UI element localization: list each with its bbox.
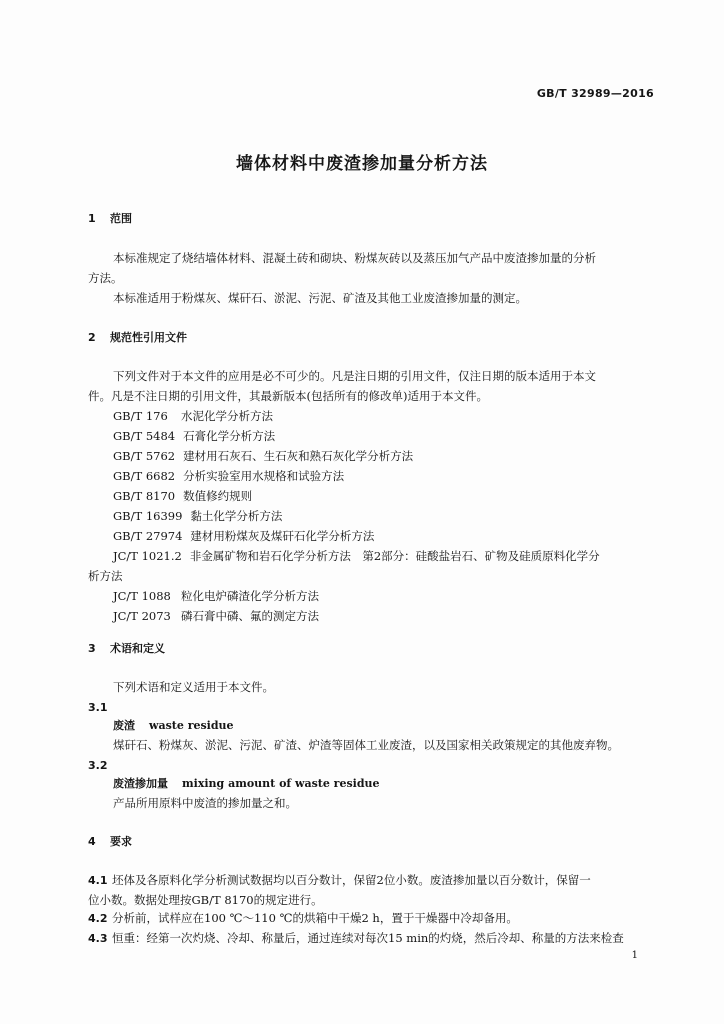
reference-code: JC/T 1021.2 xyxy=(113,549,182,563)
term-definition: 产品所用原料中废渣的掺加量之和。 xyxy=(113,796,297,810)
section-title: 要求 xyxy=(110,835,132,848)
term-chinese: 废渣掺加量 xyxy=(113,777,168,790)
clause-number: 4.3 xyxy=(88,932,108,945)
reference-code: GB/T 176 xyxy=(113,409,168,423)
section-title: 术语和定义 xyxy=(110,642,165,655)
reference-title: 建材用石灰石、生石灰和熟石灰化学分析方法 xyxy=(183,449,414,463)
section-number: 3 xyxy=(88,642,96,655)
reference-code: GB/T 27974 xyxy=(113,529,183,543)
reference-code: GB/T 5484 xyxy=(113,429,176,443)
reference-item xyxy=(113,509,282,524)
clause-number: 4.1 xyxy=(88,874,108,887)
section-2-heading xyxy=(88,330,187,345)
section-number: 1 xyxy=(88,212,96,225)
term-heading xyxy=(113,718,234,733)
section-3-heading xyxy=(88,641,165,656)
scope-paragraph-1-line-2: 方法。 xyxy=(88,271,123,285)
term-english: waste residue xyxy=(149,719,234,732)
reference-title: 析方法 xyxy=(88,569,123,583)
reference-title: 水泥化学分析方法 xyxy=(181,409,273,423)
reference-item xyxy=(113,589,319,604)
reference-item xyxy=(113,449,413,464)
section-title: 规范性引用文件 xyxy=(110,331,187,344)
scope-paragraph-1-line-1: 本标准规定了烧结墙体材料、混凝土砖和砌块、粉煤灰砖以及蒸压加气产品中废渣掺加量的分析 xyxy=(113,251,596,265)
reference-item xyxy=(113,469,344,484)
scope-paragraph-2: 本标准适用于粉煤灰、煤矸石、淤泥、污泥、矿渣及其他工业废渣掺加量的测定。 xyxy=(113,291,527,305)
reference-title: 分析实验室用水规格和试验方法 xyxy=(183,469,345,483)
section-title: 范围 xyxy=(110,212,132,225)
reference-item-continuation xyxy=(88,569,123,584)
clause-text: 恒重：经第一次灼烧、冷却、称量后，通过连续对每次15 min的灼烧，然后冷却、称量的方法来检查 xyxy=(112,931,624,945)
standard-number: GB/T 32989—2016 xyxy=(536,87,654,100)
reference-item xyxy=(113,549,600,564)
section-number: 4 xyxy=(88,835,96,848)
page-number: 1 xyxy=(631,950,638,961)
clause-number: 4.2 xyxy=(88,912,108,925)
clause-4-3 xyxy=(88,931,624,946)
reference-item xyxy=(113,409,273,424)
clause-4-2 xyxy=(88,911,518,926)
reference-title: 数值修约规则 xyxy=(183,489,253,503)
clause-4-1-line-1 xyxy=(88,873,591,888)
reference-code: JC/T 2073 xyxy=(113,609,171,623)
reference-title: 建材用粉煤灰及煤矸石化学分析方法 xyxy=(190,529,375,543)
reference-item xyxy=(113,429,275,444)
reference-title: 非金属矿物和岩石化学分析方法 第2部分：硅酸盐岩石、矿物及硅质原料化学分 xyxy=(189,549,600,563)
reference-code: GB/T 6682 xyxy=(113,469,176,483)
term-number: 3.1 xyxy=(88,701,108,714)
term-english: mixing amount of waste residue xyxy=(182,777,380,790)
reference-item xyxy=(113,609,319,624)
reference-title: 磷石膏中磷、氟的测定方法 xyxy=(181,609,319,623)
reference-title: 石膏化学分析方法 xyxy=(183,429,276,443)
section-4-heading xyxy=(88,834,132,849)
term-number: 3.2 xyxy=(88,759,108,772)
clause-text: 坯体及各原料化学分析测试数据均以百分数计，保留2位小数。废渣掺加量以百分数计，保留一 xyxy=(112,873,591,887)
clause-4-1-line-2: 位小数。数据处理按GB/T 8170的规定进行。 xyxy=(88,893,323,907)
reference-code: GB/T 16399 xyxy=(113,509,183,523)
term-definition: 煤矸石、粉煤灰、淤泥、污泥、矿渣、炉渣等固体工业废渣，以及国家相关政策规定的其他废弃物。 xyxy=(113,738,619,752)
document-title: 墙体材料中废渣掺加量分析方法 xyxy=(236,154,488,174)
reference-code: GB/T 8170 xyxy=(113,489,176,503)
references-intro-line-1: 下列文件对于本文件的应用是必不可少的。凡是注日期的引用文件，仅注日期的版本适用于本文 xyxy=(113,369,596,383)
clause-text: 分析前，试样应在100 ℃～110 ℃的烘箱中干燥2 h，置于干燥器中冷却备用。 xyxy=(112,911,518,925)
section-1-heading xyxy=(88,211,132,226)
reference-code: JC/T 1088 xyxy=(113,589,171,603)
references-intro-line-2: 件。凡是不注日期的引用文件，其最新版本(包括所有的修改单)适用于本文件。 xyxy=(88,389,488,403)
section-number: 2 xyxy=(88,331,96,344)
reference-item xyxy=(113,529,374,544)
term-chinese: 废渣 xyxy=(113,719,135,732)
reference-title: 粒化电炉磷渣化学分析方法 xyxy=(181,589,319,603)
reference-code: GB/T 5762 xyxy=(113,449,176,463)
terms-intro: 下列术语和定义适用于本文件。 xyxy=(113,680,274,694)
reference-item xyxy=(113,489,252,504)
reference-title: 黏土化学分析方法 xyxy=(190,509,283,523)
term-heading xyxy=(113,776,380,791)
